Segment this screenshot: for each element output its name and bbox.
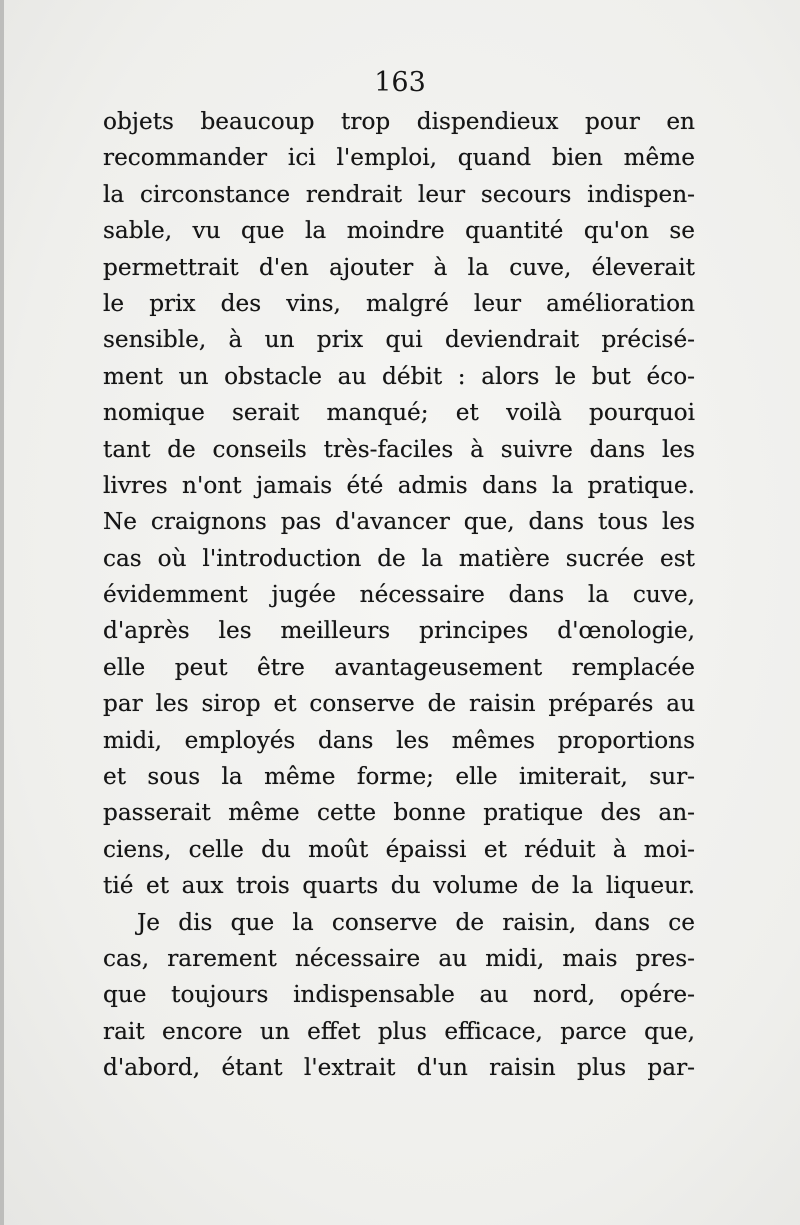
text-line: et sous la même forme; elle imiterait, sur- xyxy=(103,763,695,791)
page-edge-shadow xyxy=(0,0,4,1225)
text-line: ciens, celle du moût épaissi et réduit à moi- xyxy=(103,835,695,863)
text-line: ment un obstacle au débit : alors le but éco- xyxy=(103,362,695,390)
text-line: Je dis que la conserve de raisin, dans ce xyxy=(137,908,695,936)
text-line: cas, rarement nécessaire au midi, mais pres- xyxy=(103,944,695,972)
text-line: la circonstance rendrait leur secours indispen- xyxy=(103,180,695,208)
text-line: d'abord, étant l'extrait d'un raisin plus par- xyxy=(103,1054,695,1082)
text-line: le prix des vins, malgré leur amélioration xyxy=(103,289,695,317)
text-line: recommander ici l'emploi, quand bien même xyxy=(103,144,695,172)
page-number: 163 xyxy=(374,67,426,98)
text-line: Ne craignons pas d'avancer que, dans tous les xyxy=(103,508,695,536)
text-line: sable, vu que la moindre quantité qu'on se xyxy=(103,217,695,245)
text-line: tié et aux trois quarts du volume de la liqueur. xyxy=(103,872,695,900)
text-line: nomique serait manqué; et voilà pourquoi xyxy=(103,399,695,427)
text-line: passerait même cette bonne pratique des an- xyxy=(103,799,695,827)
text-line: objets beaucoup trop dispendieux pour en xyxy=(103,108,695,135)
text-line: évidemment jugée nécessaire dans la cuve, xyxy=(103,581,695,609)
text-line: par les sirop et conserve de raisin préparés au xyxy=(103,690,695,718)
text-line: cas où l'introduction de la matière sucrée est xyxy=(103,544,695,572)
text-line: sensible, à un prix qui deviendrait précisé- xyxy=(103,326,695,354)
body-text xyxy=(103,104,695,1087)
text-line: d'après les meilleurs principes d'œnologie, xyxy=(103,617,695,645)
text-line: permettrait d'en ajouter à la cuve, éleverait xyxy=(103,253,695,281)
text-line: que toujours indispensable au nord, opére- xyxy=(103,981,695,1009)
text-line: tant de conseils très-faciles à suivre dans les xyxy=(103,435,695,463)
text-line: livres n'ont jamais été admis dans la pratique. xyxy=(103,471,695,499)
text-line: midi, employés dans les mêmes proportions xyxy=(103,726,695,754)
text-line: rait encore un effet plus efficace, parce que, xyxy=(103,1017,695,1045)
text-line: elle peut être avantageusement remplacée xyxy=(103,653,695,681)
